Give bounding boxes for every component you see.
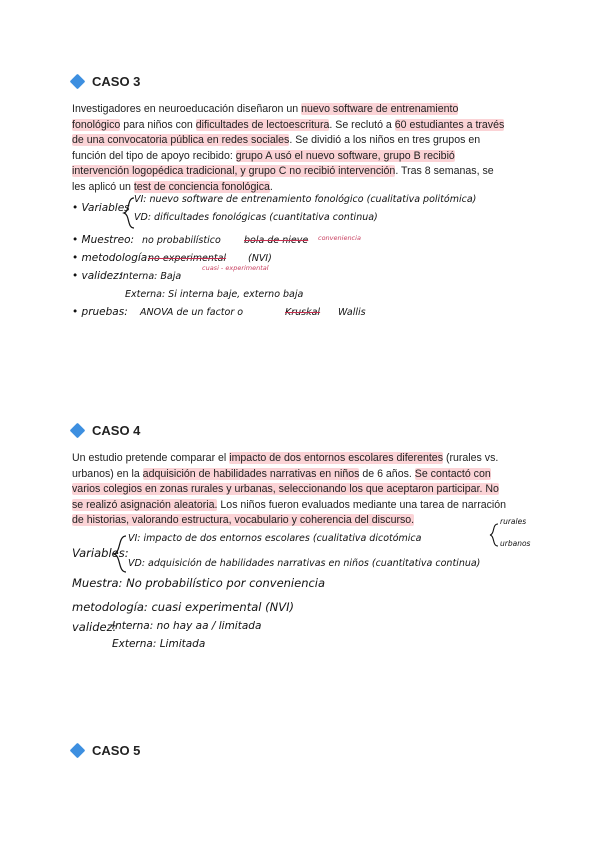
case4-paragraph: [72, 451, 532, 529]
text-segment: . Se reclutó a: [329, 118, 395, 131]
case3-pruebas-label: • pruebas:: [72, 306, 128, 318]
case4-muestra-note: Muestra: No probabilístico por conveniencia: [72, 576, 326, 590]
paragraph-line: [72, 118, 532, 134]
highlighted-text: adquisición de habilidades narrativas en niños: [142, 467, 360, 480]
text-segment: para niños con: [120, 118, 196, 131]
highlighted-text: 60 estudiantes a través: [394, 118, 505, 131]
case3-muestreo-note: no probabilístico: [142, 235, 221, 246]
case5-heading: [72, 743, 140, 758]
case4-externa-note: Externa: Limitada: [112, 638, 206, 650]
highlighted-text: test de conciencia fonológica: [133, 180, 270, 193]
case3-muestreo-label: • Muestreo:: [72, 234, 135, 246]
paragraph-line: [72, 498, 532, 514]
highlighted-text: impacto de dos entornos escolares diferentes: [229, 452, 443, 464]
highlighted-text: se realizó asignación aleatoria.: [72, 498, 218, 511]
case3-muestreo-correction: conveniencia: [318, 234, 361, 242]
case3-externa-note: Externa: Si interna baje, externo baja: [125, 289, 304, 300]
blue-diamond-icon: [70, 423, 86, 439]
paragraph-line: [72, 482, 532, 498]
paragraph-line: [72, 513, 532, 529]
paragraph-line: [72, 149, 532, 165]
highlighted-text: Se contactó con: [414, 467, 491, 480]
case4-vi-opt-urbanos: urbanos: [500, 539, 531, 548]
case3-heading: [72, 74, 140, 89]
highlighted-text: intervención logopédica tradicional, y grupo C no recibió intervención: [72, 165, 396, 178]
case4-validez-label: validez:: [72, 620, 117, 634]
paragraph-line: [72, 102, 532, 118]
case3-pruebas-end: Wallis: [338, 307, 366, 318]
case3-metodologia-struck: no experimental: [148, 253, 227, 264]
case4-title: CASO 4: [92, 423, 141, 438]
highlighted-text: dificultades de lectoescritura: [195, 118, 330, 131]
case3-pruebas-note: ANOVA de un factor o: [140, 307, 244, 318]
case3-muestreo-struck: bola de nieve: [244, 235, 309, 246]
highlighted-text: de una convocatoria pública en redes sociales: [72, 134, 290, 147]
text-segment: Un estudio pretende comparar el: [72, 452, 230, 464]
highlighted-text: grupo A usó el nuevo software, grupo B recibió: [235, 149, 455, 162]
text-segment: . Se dividió a los niños en tres grupos en: [289, 134, 481, 147]
text-segment: Los niños fueron evaluados mediante una tarea de narración: [217, 498, 507, 511]
text-segment: Investigadores en neuroeducación diseñaron un: [72, 103, 302, 115]
highlighted-text: de historias, valorando estructura, vocabulario y coherencia del discurso.: [72, 514, 415, 527]
case3-vd-note: VD: dificultades fonológicas (cuantitativa continua): [134, 212, 378, 223]
paragraph-line: [72, 164, 532, 180]
blue-diamond-icon: [70, 743, 86, 759]
case4-interna-note: Interna: no hay aa / limitada: [112, 620, 262, 632]
case4-vi-opt-rurales: rurales: [500, 517, 527, 526]
case3-pruebas-struck: Kruskal: [285, 307, 321, 318]
case4-vi-brace: [488, 522, 500, 548]
highlighted-text: fonológico: [72, 118, 121, 131]
blue-diamond-icon: [70, 74, 86, 90]
text-segment: . Tras 8 semanas, se: [395, 165, 494, 178]
case3-title: CASO 3: [92, 74, 141, 89]
highlighted-text: varios colegios en zonas rurales y urbanas, seleccionando los que aceptaron participar. No: [72, 483, 499, 496]
case3-vi-note: VI: nuevo software de entrenamiento fonológico (cualitativa politómica): [134, 194, 477, 205]
text-segment: (rurales vs.: [443, 452, 499, 464]
case3-metodologia-correction: cuasi - experimental: [202, 264, 269, 272]
paragraph-line: [72, 467, 532, 483]
text-segment: les aplicó un: [72, 180, 134, 193]
case3-validez-label: • validez:: [72, 270, 123, 282]
case4-heading: [72, 423, 140, 438]
case4-variables-label: Variables:: [72, 546, 129, 560]
paragraph-line: [72, 133, 532, 149]
text-segment: de 6 años.: [359, 467, 415, 480]
text-segment: .: [269, 180, 273, 193]
case4-vd-note: VD: adquisición de habilidades narrativas en niños (cuantitativa continua): [128, 558, 481, 569]
case3-paragraph: [72, 102, 532, 196]
highlighted-text: nuevo software de entrenamiento: [301, 103, 459, 115]
text-segment: función del tipo de apoyo recibido:: [72, 149, 236, 162]
case5-title: CASO 5: [92, 743, 141, 758]
case3-variables-label: • Variables: [72, 202, 130, 214]
text-segment: urbanos) en la: [72, 467, 143, 480]
paragraph-line: [72, 451, 532, 467]
case3-interna-note: Interna: Baja: [120, 271, 182, 282]
case4-vi-note: VI: impacto de dos entornos escolares (cualitativa dicotómica: [128, 533, 422, 544]
case3-metodologia-rest: (NVI): [248, 253, 272, 264]
case4-variables-brace: [112, 534, 128, 574]
case4-metodologia-note: metodología: cuasi experimental (NVI): [72, 600, 294, 614]
case3-metodologia-label: • metodología:: [72, 252, 151, 264]
